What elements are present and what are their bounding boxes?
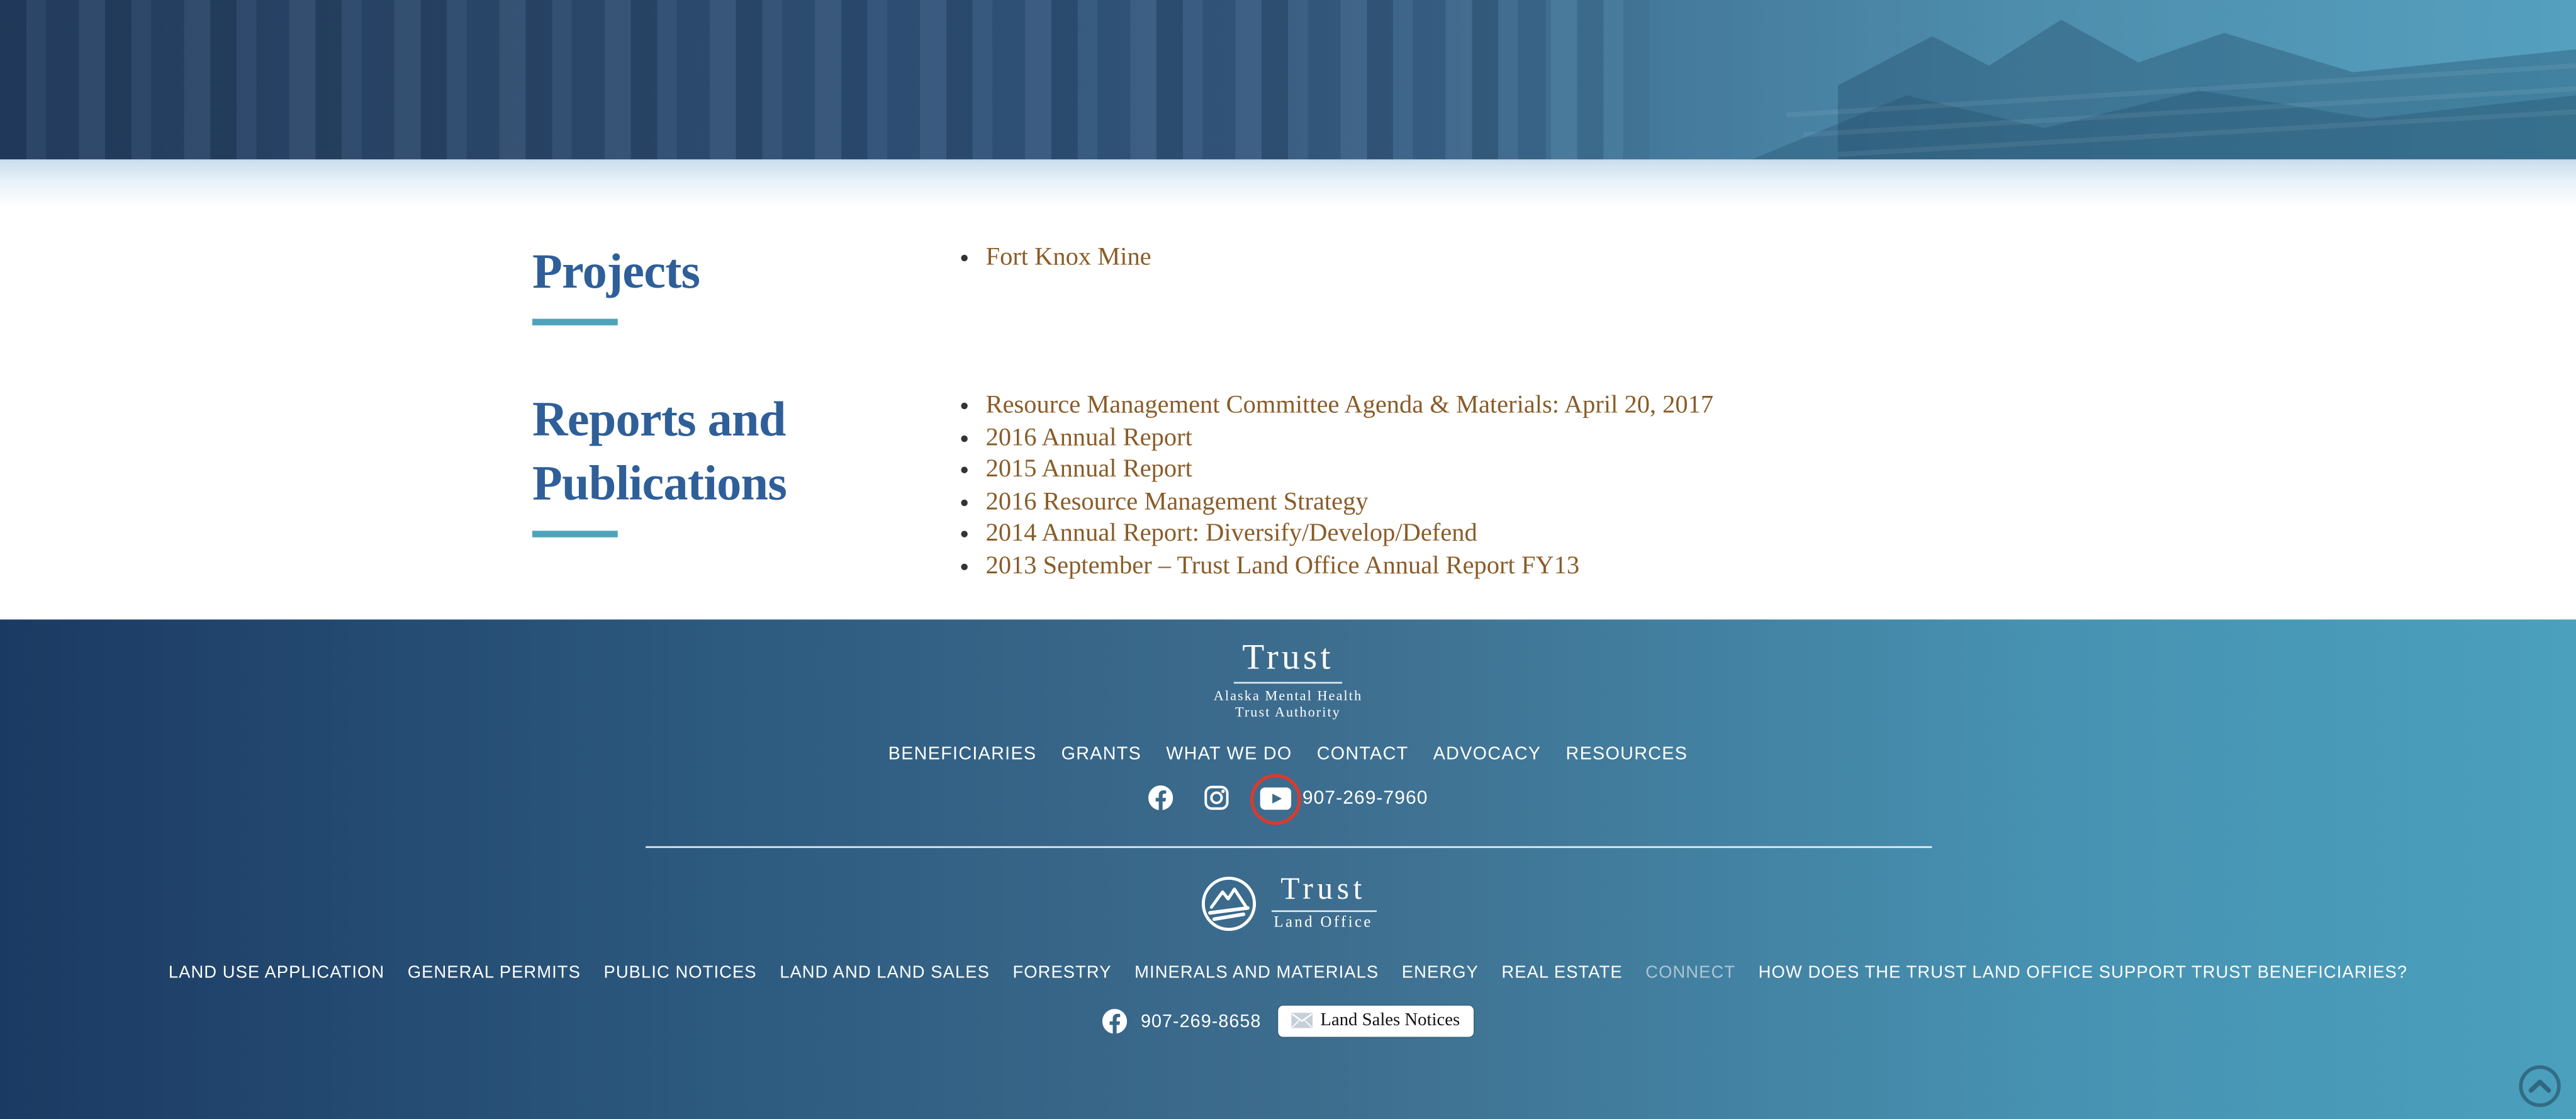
envelope-icon	[1291, 1012, 1312, 1028]
reports-section	[532, 388, 2576, 582]
hero-lake-mountains-photo	[1545, 0, 2576, 159]
tlo-logo-divider	[1271, 910, 1376, 912]
hero-fade-band	[0, 159, 2576, 207]
list-item	[986, 422, 1714, 454]
footer-divider	[645, 846, 1931, 848]
list-item	[986, 390, 1714, 422]
facebook-icon[interactable]	[1103, 1009, 1128, 1033]
bottom-nav	[0, 963, 2576, 982]
footer-nav	[0, 745, 2576, 764]
list-item	[986, 242, 1151, 274]
bottom-nav-general-permits[interactable]: GENERAL PERMITS	[407, 963, 581, 983]
projects-heading-underline	[532, 319, 618, 325]
amhta-logo-subtitle-2: Trust Authority	[1235, 702, 1341, 719]
amhta-logo[interactable]	[0, 619, 2576, 719]
list-item	[986, 486, 1714, 518]
land-sales-notices-button[interactable]	[1278, 1006, 1474, 1037]
social-row	[0, 785, 2576, 810]
report-link[interactable]: 2016 Annual Report	[985, 423, 1192, 451]
footer-nav-resources[interactable]: RESOURCES	[1565, 744, 1688, 765]
scroll-to-top-button[interactable]	[2519, 1065, 2562, 1108]
bottom-nav-real-estate[interactable]: REAL ESTATE	[1501, 963, 1623, 983]
bottom-nav-connect[interactable]: CONNECT	[1645, 963, 1736, 983]
project-link[interactable]: Fort Knox Mine	[985, 243, 1151, 271]
youtube-icon[interactable]	[1260, 786, 1291, 809]
footer	[0, 619, 2576, 1119]
amhta-logo-divider	[1234, 682, 1342, 684]
reports-list	[944, 390, 1713, 582]
tlo-logo-subtitle: Land Office	[1274, 915, 1373, 932]
instagram-icon[interactable]	[1204, 785, 1228, 810]
bottom-nav-forestry[interactable]: FORESTRY	[1012, 963, 1112, 983]
chevron-up-icon	[2519, 1065, 2562, 1108]
land-sales-button-label: Land Sales Notices	[1320, 1010, 1460, 1031]
bottom-nav-energy[interactable]: ENERGY	[1401, 963, 1479, 983]
phone-secondary[interactable]: 907-269-8658	[1140, 1011, 1262, 1032]
reports-heading: Reports and Publications	[532, 393, 787, 512]
bottom-nav-land-and-land-sales[interactable]: LAND AND LAND SALES	[780, 963, 990, 983]
report-link[interactable]: 2016 Resource Management Strategy	[985, 487, 1369, 515]
phone-primary[interactable]: 907-269-7960	[1302, 787, 1428, 808]
projects-section	[532, 240, 2576, 325]
projects-heading: Projects	[532, 245, 700, 300]
bottom-nav-public-notices[interactable]: PUBLIC NOTICES	[603, 963, 757, 983]
trust-land-office-logo[interactable]	[0, 874, 2576, 931]
footer-nav-beneficiaries[interactable]: BENEFICIARIES	[888, 744, 1037, 765]
footer-nav-advocacy[interactable]: ADVOCACY	[1433, 744, 1542, 765]
reports-heading-underline	[532, 531, 618, 537]
list-item	[986, 517, 1714, 549]
projects-list	[944, 242, 1151, 274]
mountain-icon	[1200, 875, 1256, 931]
hero-image	[0, 0, 2576, 159]
footer-nav-grants[interactable]: GRANTS	[1061, 744, 1142, 765]
list-item	[986, 549, 1714, 582]
list-item	[986, 454, 1714, 486]
footer-nav-what-we-do[interactable]: WHAT WE DO	[1166, 744, 1292, 765]
amhta-logo-subtitle-1: Alaska Mental Health	[1213, 687, 1363, 704]
amhta-logo-title: Trust	[1242, 636, 1334, 677]
main-content	[0, 207, 2576, 582]
report-link[interactable]: 2013 September – Trust Land Office Annual Report FY13	[985, 551, 1580, 580]
report-link[interactable]: Resource Management Committee Agenda & Materials: April 20, 2017	[985, 391, 1714, 419]
hero-forest-photo	[0, 0, 1649, 159]
footer-nav-contact[interactable]: CONTACT	[1316, 744, 1409, 765]
bottom-nav-how-does-the-tlo-support[interactable]: HOW DOES THE TRUST LAND OFFICE SUPPORT TRUST BENEFICIARIES?	[1758, 963, 2408, 983]
report-link[interactable]: 2014 Annual Report: Diversify/Develop/Defend	[985, 519, 1477, 548]
tlo-logo-title: Trust	[1280, 872, 1366, 908]
bottom-contact-row	[0, 1006, 2576, 1037]
bottom-nav-minerals-and-materials[interactable]: MINERALS AND MATERIALS	[1134, 963, 1379, 983]
bottom-nav-land-use-application[interactable]: LAND USE APPLICATION	[168, 963, 385, 983]
report-link[interactable]: 2015 Annual Report	[985, 455, 1192, 483]
facebook-icon[interactable]	[1148, 785, 1172, 810]
